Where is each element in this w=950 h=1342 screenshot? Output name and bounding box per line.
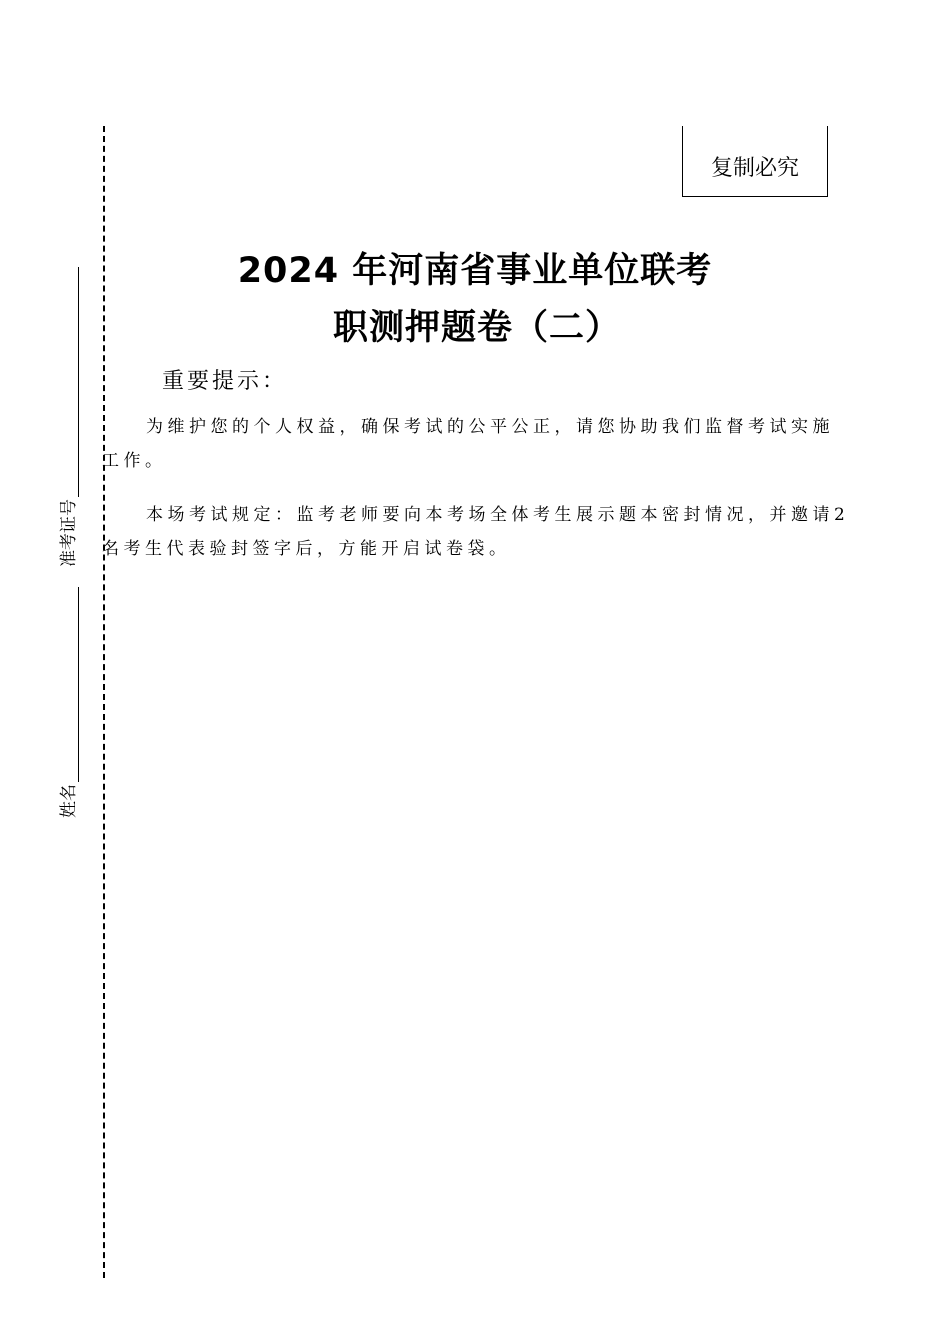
- notice-heading: 重要提示：: [162, 369, 288, 394]
- name-field: [54, 587, 79, 818]
- exam-id-label: 准考证号: [59, 499, 79, 567]
- name-blank[interactable]: [60, 587, 79, 782]
- document-title-line-2: 职测押题卷（二）: [332, 308, 621, 348]
- binding-dashed-line: [103, 126, 105, 1278]
- notice-paragraph: 为维护您的个人权益，确保考试的公平公正，请您协助我们监督考试实施工作。: [102, 417, 834, 471]
- copyright-stamp: 复制必究: [682, 126, 828, 197]
- document-title-line-1: 2024 年河南省事业单位联考: [237, 251, 713, 291]
- notice-paragraph: 本场考试规定：监考老师要向本考场全体考生展示题本密封情况，并邀请2名考生代表验封签字后，方能开启试卷袋。: [102, 505, 850, 559]
- name-label: 姓名: [59, 784, 79, 818]
